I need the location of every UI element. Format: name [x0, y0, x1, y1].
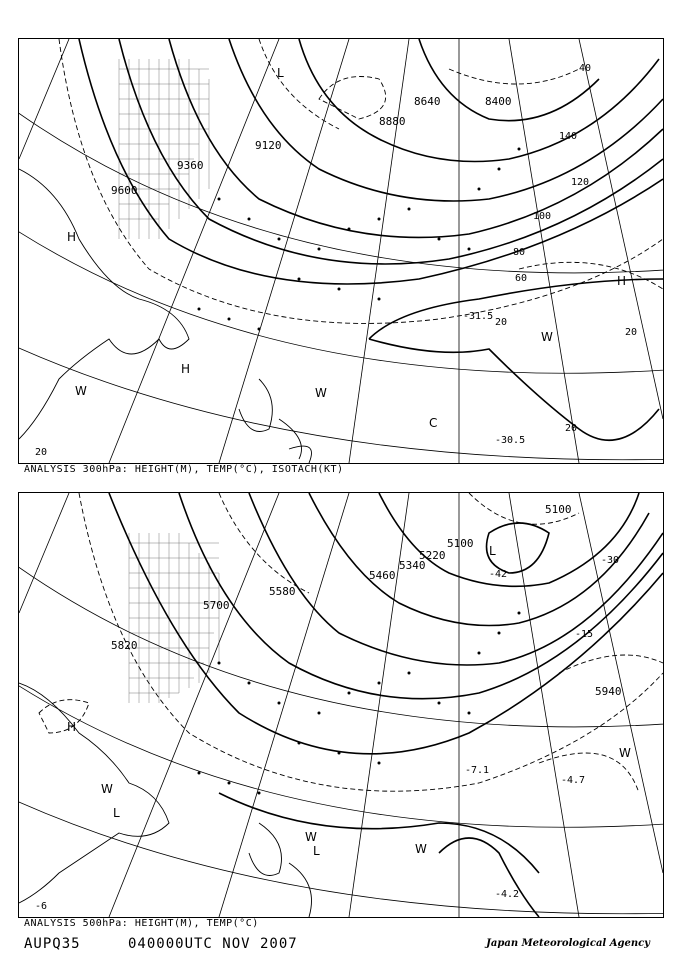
- temp-label: -7.1: [465, 765, 490, 776]
- low-center-marker: L: [313, 844, 320, 858]
- map-panel-300hpa: [18, 38, 664, 464]
- height-contours: [79, 39, 663, 284]
- isotach-label: 20: [495, 317, 508, 328]
- height-label: 5940: [595, 685, 622, 698]
- caption-500hpa: ANALYSIS 500hPa: HEIGHT(M), TEMP(°C): [24, 918, 259, 929]
- isotach-label: 120: [571, 177, 590, 188]
- height-label: 5580: [269, 585, 296, 598]
- warm-center-marker: W: [541, 330, 553, 344]
- height-label: 5700: [203, 599, 230, 612]
- temp-label: -4.7: [561, 775, 586, 786]
- isotach-20kt-south: [369, 339, 659, 440]
- temp-label: -42: [489, 569, 508, 580]
- height-label: 5820: [111, 639, 138, 652]
- isotach-label: 60: [515, 273, 528, 284]
- height-label: 9600: [111, 184, 138, 197]
- height-label: 8400: [485, 95, 512, 108]
- height-label: 5220: [419, 549, 446, 562]
- map-500hpa-graphics: [19, 493, 663, 917]
- temp-label: -4.2: [495, 889, 520, 900]
- agency-credit: Japan Meteorological Agency: [486, 938, 650, 949]
- valid-time: 040000UTC NOV 2007: [128, 936, 298, 952]
- graticule: [19, 39, 663, 463]
- height-label: 5100: [447, 537, 474, 550]
- isotach-label: 40: [579, 63, 592, 74]
- height-contour-south: [219, 793, 539, 873]
- temp-label: -6: [35, 901, 48, 912]
- isotach-20kt: [369, 279, 663, 339]
- caption-300hpa: ANALYSIS 300hPa: HEIGHT(M), TEMP(°C), ISOTACH(KT): [24, 464, 344, 475]
- cold-center-marker: C: [429, 416, 438, 430]
- graticule: [19, 493, 663, 917]
- low-center-marker: L: [277, 66, 284, 80]
- warm-center-marker: W: [75, 384, 87, 398]
- height-label: 5100: [545, 503, 572, 516]
- isotach-label: 140: [559, 131, 578, 142]
- warm-center-marker: W: [619, 746, 631, 760]
- warm-center-marker: W: [305, 830, 317, 844]
- height-label: 5340: [399, 559, 426, 572]
- high-center-marker: H: [67, 720, 77, 734]
- height-contours: [109, 493, 663, 917]
- station-plots: [198, 148, 521, 331]
- height-label: 5460: [369, 569, 396, 582]
- warm-center-marker: W: [415, 842, 427, 856]
- high-center-marker: H: [617, 274, 627, 288]
- isotach-label: 20: [565, 423, 578, 434]
- temp-label: -15: [575, 629, 594, 640]
- temp-label: -30.5: [495, 435, 526, 446]
- map-300hpa-graphics: [19, 39, 663, 463]
- coastline: [19, 169, 312, 463]
- height-label: 9120: [255, 139, 282, 152]
- height-label: 8640: [414, 95, 441, 108]
- height-label: 9360: [177, 159, 204, 172]
- low-center-marker: L: [489, 544, 496, 558]
- height-label: 8880: [379, 115, 406, 128]
- low-center-marker: L: [113, 806, 120, 820]
- map-panel-500hpa: [18, 492, 664, 918]
- chart-identifier: AUPQ35: [24, 936, 81, 952]
- warm-center-marker: W: [315, 386, 327, 400]
- isotach-label: 100: [533, 211, 552, 222]
- coastline: [19, 683, 312, 917]
- isotach-label: 80: [513, 247, 526, 258]
- high-center-marker: H: [67, 230, 77, 244]
- isotach-label: 20: [35, 447, 48, 458]
- high-center-marker: H: [181, 362, 191, 376]
- warm-center-marker: W: [101, 782, 113, 796]
- temp-label: -30: [601, 555, 620, 566]
- temp-label: -31.5: [463, 311, 494, 322]
- isotach-label: 20: [625, 327, 638, 338]
